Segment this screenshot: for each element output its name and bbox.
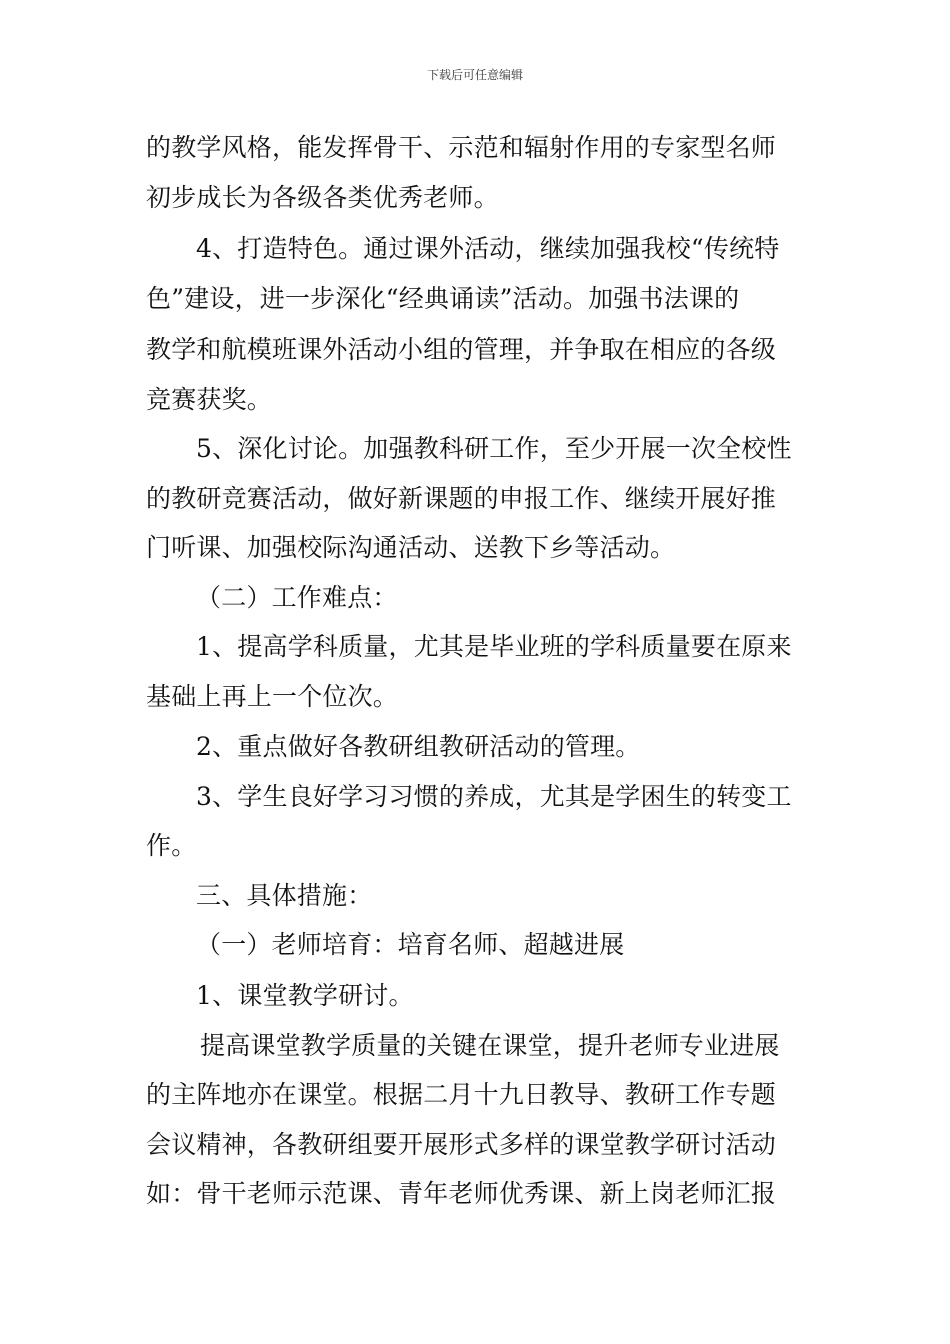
text-line: 3、学生良好学习习惯的养成，尤其是学困生的转变工 [196,782,792,811]
text-line: 会议精神，各教研组要开展形式多样的课堂教学研讨活动 [146,1130,777,1159]
text-line: 的主阵地亦在课堂。根据二月十九日教导、教研工作专题 [146,1080,777,1109]
text-line: 初步成长为各级各类优秀老师。 [146,183,499,212]
text-line: 竞赛获奖。 [146,385,273,414]
text-line: 三、具体措施： [196,881,373,910]
text-line: 的教研竞赛活动，做好新课题的申报工作、继续开展好推 [146,484,777,513]
text-line: 色”建设，进一步深化“经典诵读”活动。加强书法课的 [146,284,740,313]
text-line: 如：骨干老师示范课、青年老师优秀课、新上岗老师汇报 [146,1179,777,1208]
text-line: 门听课、加强校际沟通活动、送教下乡等活动。 [146,533,676,562]
text-line: 4、打造特色。通过课外活动，继续加强我校“传统特 [196,234,780,263]
text-line: 2、重点做好各教研组教研活动的管理。 [196,732,641,761]
text-line: 的教学风格，能发挥骨干、示范和辐射作用的专家型名师 [146,133,777,162]
text-line: 1、提高学科质量，尤其是毕业班的学科质量要在原来 [196,632,792,661]
text-line: 提高课堂教学质量的关键在课堂，提升老师专业进展 [200,1031,780,1060]
text-line: 基础上再上一个位次。 [146,682,399,711]
text-line: （一）老师培育：培育名师、超越进展 [196,930,625,959]
text-line: 作。 [146,831,197,860]
page-header: 下载后可任意编辑 [426,68,523,82]
text-line: 教学和航模班课外活动小组的管理，并争取在相应的各级 [146,335,777,364]
text-line: 5、深化讨论。加强教科研工作，至少开展一次全校性 [196,434,792,463]
text-line: （二）工作难点： [196,583,398,612]
text-line: 1、课堂教学研讨。 [196,981,414,1010]
